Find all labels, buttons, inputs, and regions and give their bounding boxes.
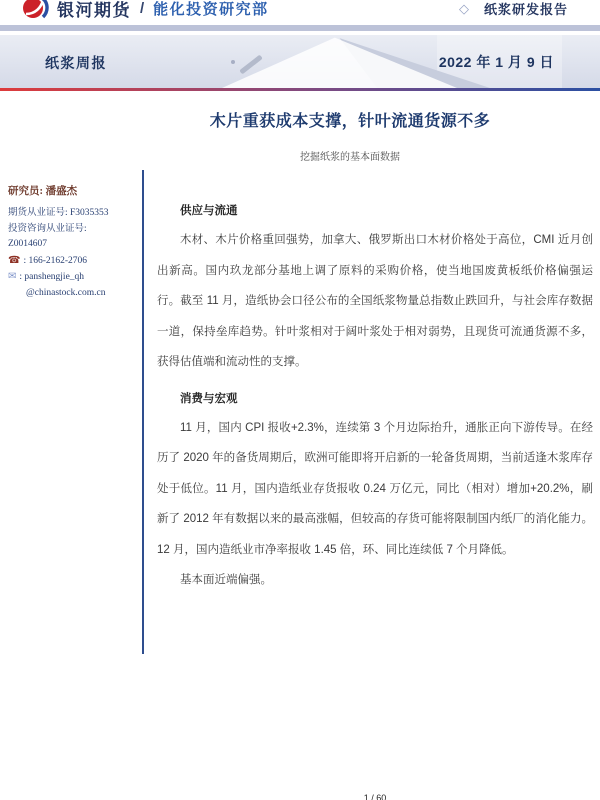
email-line	[8, 269, 140, 286]
header-divider-strip	[0, 25, 600, 31]
brand-separator: /	[140, 0, 145, 17]
document-title: 木片重获成本支撑，针叶流通货源不多	[209, 113, 491, 130]
section-paragraph: 11 月，国内 CPI 报收+2.3%，连续第 3 个月边际抬升，通胀正向下游传导。在经历了 2020 年的备货周期后，欧洲可能即将开启新的一轮备货周期，当前适逢木浆库存处于低位。11 月，国内造纸业存货报收 0.24 万亿元，同比（相对）增加+20.2%，刷新了 2012 年有数据以来的最高涨幅，但较高的存货可能将限制国内纸厂的消化能力。12 月，国内造纸业市净率报收 1.45 倍，环、同比连续低 7 个月降低。	[157, 421, 593, 556]
document-subtitle: 挖掘纸浆的基本面数据	[300, 152, 400, 163]
page-number: 1 / 60	[363, 793, 387, 800]
phone-line	[8, 253, 140, 270]
department-name: 能化投资研究部	[153, 0, 269, 18]
report-date: 2022 年 1 月 9 日	[438, 54, 554, 70]
section-conclusion: 基本面近端偏强。	[180, 574, 272, 586]
email-domain: @chinastock.com.cn	[26, 287, 106, 298]
report-series-tag: 纸浆研发报告	[483, 1, 568, 17]
content-vertical-divider	[142, 170, 144, 654]
header-inner	[0, 0, 600, 25]
document-header	[0, 0, 600, 25]
section-heading-supply: 供应与流通	[180, 205, 238, 217]
report-name: 纸浆周报	[45, 55, 107, 71]
advisory-license-number: Z0014607	[8, 239, 48, 249]
report-body	[157, 204, 593, 596]
section-heading-consumption: 消费与宏观	[180, 392, 238, 405]
email-user: panshengjie_qh	[24, 272, 85, 282]
futures-license-number: 期货从业证号: F3035353	[8, 208, 109, 218]
brand-name: 银河期货	[57, 0, 131, 20]
banner-bottom-rule	[0, 88, 600, 91]
section-paragraph: 木材、木片价格重回强势，加拿大、俄罗斯出口木材价格处于高位，CMI 近月创出新高。国内玖龙部分基地上调了原料的采购价格，使当地国废黄板纸价格偏强运行。截至 11 月，造纸协会口径公布的全国纸浆物量总指数止跌回升，与社会库存数据一道，保持垒库趋势。针叶浆相对于阔叶浆处于相对弱势，且现货可流通货源不多，获得估值端和流动性的支撑。	[157, 234, 593, 368]
galaxy-futures-logo-icon	[22, 0, 52, 21]
phone-icon: ☎	[8, 254, 21, 266]
banner-deco-dot	[231, 60, 235, 64]
researcher-name: 研究员: 潘盛杰	[8, 186, 78, 197]
researcher-sidebar	[8, 183, 140, 301]
phone-number: 166-2162-2706	[28, 255, 88, 266]
title-banner	[0, 35, 600, 88]
diamond-icon: ◇	[458, 0, 469, 16]
title-block	[100, 108, 600, 163]
advisory-license-label: 投资咨询从业证号:	[8, 223, 87, 234]
email-label: :	[19, 272, 23, 282]
envelope-icon: ✉	[8, 271, 17, 282]
phone-label: :	[23, 255, 27, 266]
